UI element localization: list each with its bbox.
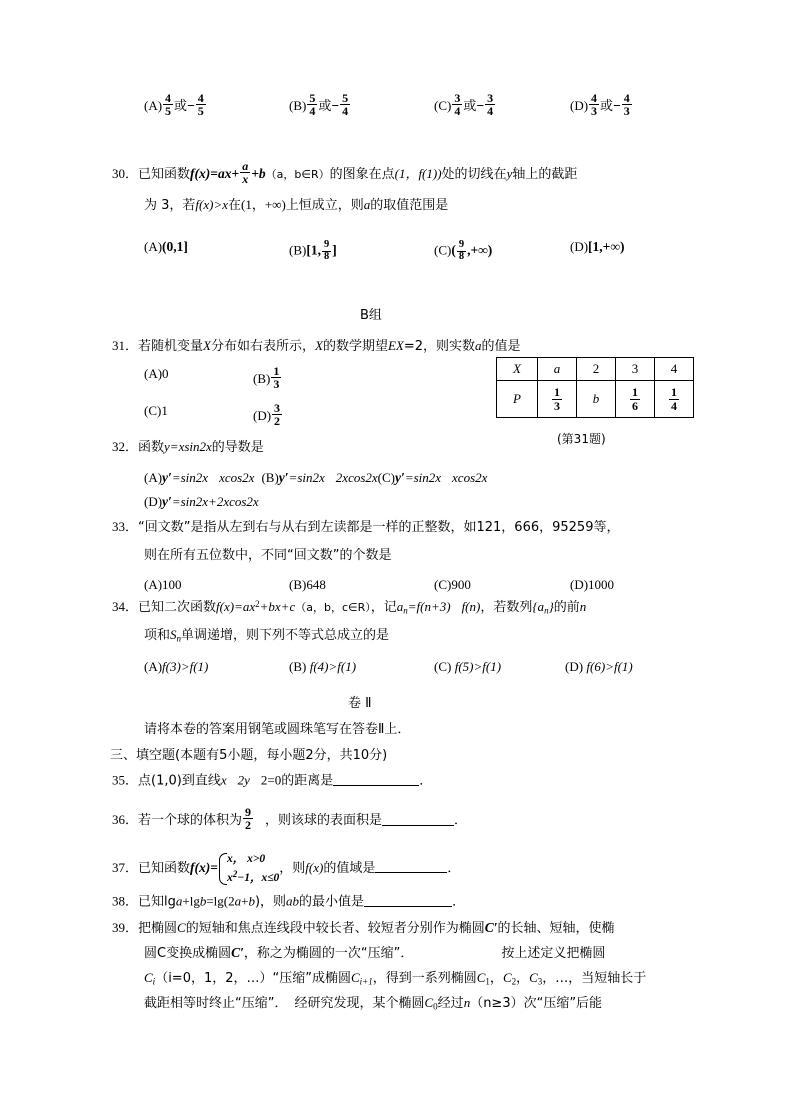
q31-stem-text-3: 的数学期望 bbox=[322, 339, 388, 354]
q34-stem-text-6: 单调递增，则下列不等式总成立的是 bbox=[181, 628, 390, 643]
q31-option-c-text: 1 bbox=[161, 403, 168, 418]
section-three-heading-text: 三、填空题(本题有5小题，每小题2分，共10分) bbox=[110, 748, 388, 763]
q32-option-d-label: (D) bbox=[144, 494, 163, 509]
q37-case-2-exponent: 2 bbox=[232, 868, 238, 879]
q37-case-2-rest: −1，x≤0 bbox=[237, 871, 280, 884]
q35-stem-text-1: 点(1,0)到直线 bbox=[138, 773, 221, 789]
q36-number: 36． bbox=[112, 812, 139, 828]
q29-option-a-sign: − bbox=[187, 98, 195, 114]
group-b-title bbox=[360, 308, 382, 322]
q38-answer-blank[interactable] bbox=[364, 893, 452, 907]
q39-stem-text-4: 圆C变换成椭圆 bbox=[144, 946, 232, 961]
paper2-instruction-text: 请将本卷的答案用钢笔或圆珠笔写在答卷Ⅱ上． bbox=[144, 722, 411, 737]
q29-option-d-numerator: 4 bbox=[591, 91, 598, 105]
q30-stem-text-1: 已知函数 bbox=[138, 167, 191, 183]
q30-option-c-numerator: 9 bbox=[458, 239, 465, 250]
q31-option-b-numerator: 1 bbox=[273, 364, 280, 378]
table-prob-label: P bbox=[513, 391, 521, 406]
q30-option-b-label: (B) bbox=[289, 242, 307, 258]
q32-options-line-1 bbox=[144, 471, 487, 485]
q29-option-c-denominator-2: 4 bbox=[487, 104, 494, 119]
q29-option-c-denominator: 4 bbox=[454, 104, 461, 119]
q34-an-expr-rest: f(n) bbox=[461, 599, 481, 615]
q38-var-a-1: a bbox=[175, 893, 183, 909]
q29-option-d[interactable] bbox=[570, 92, 633, 117]
q34-function: f(x)=ax bbox=[216, 599, 256, 615]
q32-stem-text-2: 的导数是 bbox=[211, 440, 264, 455]
q29-option-b-label: (B) bbox=[289, 98, 307, 114]
q34-an-expr: =f(n+3) bbox=[407, 599, 451, 615]
q39-ellipse-c0-subscript: 0 bbox=[433, 1001, 438, 1012]
q39-ellipse-c3-subscript: 3 bbox=[537, 976, 543, 987]
q38-stem-text-5: )，则 bbox=[254, 894, 287, 910]
q29-option-b-denominator: 4 bbox=[309, 104, 316, 119]
q30-stem-line-1 bbox=[112, 160, 577, 185]
table-header-4: 4 bbox=[670, 361, 678, 376]
q32-option-a[interactable] bbox=[144, 470, 254, 485]
q34-sum-s: S bbox=[170, 627, 177, 642]
q37-answer-blank[interactable] bbox=[375, 860, 447, 874]
q37-stem-text-1: 已知函数 bbox=[138, 861, 191, 877]
q30-y-axis: y bbox=[506, 166, 513, 182]
q29-option-a[interactable] bbox=[144, 92, 207, 117]
q34-option-a[interactable] bbox=[144, 660, 208, 674]
q31-option-d-denominator: 2 bbox=[274, 414, 281, 429]
q39-stem-text-13: （n≥3）次“压缩”后能 bbox=[470, 996, 603, 1011]
q35-stem-text-2: 的距离是 bbox=[281, 773, 334, 789]
q33-option-b-label: (B) bbox=[289, 577, 307, 592]
q30-ax-term: ax bbox=[217, 166, 232, 182]
q33-stem-line-1 bbox=[112, 520, 619, 534]
q34-option-c-label: (C) bbox=[434, 659, 452, 674]
q33-option-d-text: 1000 bbox=[588, 577, 615, 592]
q34-condition: （a，b，c∈R） bbox=[295, 601, 371, 615]
q32-function: y=xsin2x bbox=[164, 439, 212, 454]
q36-period: ． bbox=[454, 813, 468, 829]
q30-number: 30． bbox=[112, 166, 139, 182]
q31-option-c-label: (C) bbox=[144, 403, 162, 418]
q34-sum-subscript: n bbox=[176, 633, 182, 644]
q38-var-b-1: b bbox=[199, 893, 207, 909]
q37-fx-2: f(x) bbox=[305, 860, 324, 876]
q33-option-c-label: (C) bbox=[434, 577, 452, 592]
q30-fraction-numerator: a bbox=[242, 159, 249, 173]
table-row bbox=[497, 358, 694, 381]
q32-option-b[interactable] bbox=[261, 470, 377, 485]
q29-option-c-sign: − bbox=[476, 98, 485, 114]
q33-stem-line-2 bbox=[144, 548, 391, 562]
q30-param-a: a bbox=[363, 197, 371, 212]
q39-ellipse-ci-subscript: i bbox=[152, 976, 156, 987]
q33-stem-text-1: “回文数”是指从左到右与从右到左读都是一样的正整数，如121，666，95259等， bbox=[138, 520, 620, 535]
q33-option-a-label: (A) bbox=[144, 577, 163, 592]
q29-option-c-numerator-2: 3 bbox=[487, 91, 494, 105]
table-cell-prob-2: b bbox=[592, 391, 600, 406]
q34-stem-line-1 bbox=[112, 600, 586, 616]
q32-option-c-yprime: y′ bbox=[395, 470, 405, 485]
q37-fx: f(x) bbox=[190, 860, 211, 876]
q29-option-d-sign: − bbox=[613, 98, 621, 114]
q34-option-b-label: (B) bbox=[289, 659, 307, 674]
q34-function-rest: +bx+c bbox=[259, 599, 296, 615]
q30-plus-b: +b bbox=[251, 166, 266, 182]
q39-stem-text-1: 把椭圆 bbox=[138, 921, 178, 936]
q32-number: 32． bbox=[112, 439, 139, 454]
q32-option-b-expr: =sin2x bbox=[288, 470, 325, 485]
q29-option-c-label: (C) bbox=[434, 98, 452, 114]
q29-option-b-joiner: 或 bbox=[318, 99, 332, 115]
q30-stem-text-6: 在 bbox=[228, 198, 242, 213]
q39-stem-text-3: 的长轴、短轴，使椭 bbox=[497, 921, 615, 936]
q33-option-a[interactable] bbox=[144, 578, 182, 592]
q29-option-d-denominator-2: 3 bbox=[623, 104, 630, 119]
q38-stem-text-1: 已知lg bbox=[138, 894, 176, 910]
q34-stem-line-2 bbox=[144, 628, 389, 644]
q39-ellipse-c2: C bbox=[502, 970, 512, 985]
q33-option-d[interactable] bbox=[570, 578, 614, 592]
table-header-x: X bbox=[513, 361, 521, 376]
q37-case-2-x: x bbox=[226, 871, 233, 884]
q38-stem-text-4: + bbox=[241, 893, 249, 909]
q34-stem-text-2: ，记 bbox=[370, 600, 397, 616]
q39-stem-text-11: 经研究发现，某个椭圆 bbox=[294, 996, 425, 1011]
q34-option-c[interactable] bbox=[434, 660, 501, 674]
q34-option-d[interactable] bbox=[565, 660, 633, 674]
table-cell-prob-4-den: 4 bbox=[671, 398, 677, 413]
q30-option-b-suffix: ] bbox=[332, 242, 337, 258]
q39-stem-line-3 bbox=[144, 971, 646, 987]
q35-term-2y: 2y bbox=[237, 772, 250, 788]
q29-option-a-joiner: 或 bbox=[174, 99, 188, 115]
paper2-title bbox=[348, 696, 372, 710]
q31-number: 31． bbox=[112, 338, 139, 353]
q30-stem-text-8: 的取值范围是 bbox=[370, 198, 449, 213]
q36-answer-blank[interactable] bbox=[382, 812, 454, 826]
q32-option-b-yprime: y′ bbox=[278, 470, 289, 485]
q34-option-c-text: f(5)>f(1) bbox=[454, 659, 502, 674]
q30-option-c[interactable] bbox=[434, 240, 492, 262]
q30-option-a[interactable] bbox=[144, 240, 188, 254]
q30-stem-text-3: 处的切线在 bbox=[441, 167, 507, 183]
q32-option-d-yprime: y′ bbox=[162, 494, 172, 509]
q39-ellipse-ci: C bbox=[144, 970, 153, 985]
q39-stem-text-6: 按上述定义把椭圆 bbox=[501, 946, 606, 961]
q30-option-a-label: (A) bbox=[144, 239, 163, 254]
q39-variable-n: n bbox=[463, 995, 471, 1010]
q29-option-b-denominator-2: 4 bbox=[342, 104, 349, 119]
q29-option-b-numerator-2: 5 bbox=[342, 91, 349, 105]
q35-stem bbox=[112, 772, 432, 787]
q30-stem-line-2 bbox=[144, 198, 448, 212]
table-cell-prob-3-num: 1 bbox=[632, 385, 638, 400]
q30-equals: = bbox=[210, 166, 218, 182]
q34-exponent: 2 bbox=[255, 599, 260, 609]
q37-piecewise bbox=[218, 852, 279, 886]
q38-number: 38． bbox=[112, 893, 139, 909]
q31-stem-text-1: 若随机变量 bbox=[138, 339, 204, 354]
q36-stem bbox=[112, 806, 467, 831]
q38-var-b-2: b bbox=[248, 893, 255, 909]
q34-an: a bbox=[396, 599, 404, 615]
table-cell-prob-4-num: 1 bbox=[671, 385, 677, 400]
q30-option-c-suffix: ,+∞) bbox=[467, 242, 493, 258]
q34-an-subscript: n bbox=[403, 605, 408, 616]
q33-option-d-label: (D) bbox=[570, 577, 589, 592]
q37-period: ． bbox=[447, 861, 461, 877]
q31-variable-x-2: X bbox=[315, 338, 323, 353]
q30-stem-text-2: 的图象在点 bbox=[329, 167, 395, 183]
q29-option-b-sign: − bbox=[331, 98, 340, 114]
q39-ellipse-c2-subscript: 2 bbox=[511, 976, 517, 987]
q29-option-d-joiner: 或 bbox=[600, 99, 614, 115]
q31-option-d-label: (D) bbox=[253, 408, 272, 424]
table-header-a: a bbox=[553, 361, 561, 376]
q39-stem-text-5: ，称之为椭圆的一次“压缩”． bbox=[243, 946, 414, 961]
q34-n: n bbox=[579, 599, 587, 615]
q35-term-constant: 2=0 bbox=[260, 772, 282, 788]
q35-number: 35． bbox=[112, 772, 139, 788]
q32-option-d[interactable] bbox=[144, 495, 259, 509]
q30-stem-text-4: 轴上的截距 bbox=[512, 167, 578, 183]
q31-param-a: a bbox=[475, 338, 482, 353]
q37-stem bbox=[112, 852, 460, 886]
q37-stem-text-2: ，则 bbox=[279, 861, 306, 877]
q29-option-c-joiner: 或 bbox=[463, 99, 477, 115]
q32-option-b-label: (B) bbox=[261, 470, 279, 485]
q29-option-d-label: (D) bbox=[570, 98, 589, 114]
q38-stem-text-6: 的最小值是 bbox=[299, 894, 365, 910]
q32-option-c-rest: xcos2x bbox=[452, 470, 488, 485]
q32-stem-text-1: 函数 bbox=[138, 440, 165, 455]
q39-comma-2: ， bbox=[516, 971, 530, 986]
q34-option-d-label: (D) bbox=[565, 659, 584, 674]
q30-option-b-denominator: 8 bbox=[323, 250, 330, 262]
q34-number: 34． bbox=[112, 599, 139, 615]
q35-answer-blank[interactable] bbox=[333, 772, 419, 786]
q29-option-a-denominator-2: 5 bbox=[197, 104, 204, 119]
q39-number: 39． bbox=[112, 920, 139, 935]
q37-number: 37． bbox=[112, 860, 139, 876]
q34-stem-text-5: 项和 bbox=[144, 628, 171, 643]
q35-period: ． bbox=[419, 773, 433, 789]
q30-option-c-denominator: 8 bbox=[458, 250, 465, 262]
q32-option-d-expr: =sin2x+2xcos2x bbox=[171, 494, 259, 509]
q34-sequence: {a bbox=[532, 599, 545, 615]
q34-sequence-close: } bbox=[548, 599, 554, 615]
q32-option-c-label: (C) bbox=[377, 470, 396, 485]
paper2-instruction bbox=[144, 722, 410, 736]
q37-equals: = bbox=[210, 860, 218, 876]
q34-option-d-text: f(6)>f(1) bbox=[586, 659, 633, 674]
q31-option-d-numerator: 3 bbox=[274, 401, 281, 415]
q33-option-c[interactable] bbox=[434, 578, 471, 592]
q30-point: (1，f(1)) bbox=[394, 166, 442, 182]
q39-ellipse-c1: C bbox=[476, 970, 486, 985]
q31-stem-text-4: =2，则实数 bbox=[403, 339, 476, 354]
q30-option-d-text: [1,+∞) bbox=[588, 239, 625, 254]
q38-stem bbox=[112, 893, 465, 908]
q38-product-ab: ab bbox=[286, 893, 300, 909]
q36-stem-text-2: ，则该球的表面积是 bbox=[265, 813, 383, 829]
q36-volume-denominator: 2 bbox=[245, 818, 252, 833]
q35-variable-x: x bbox=[220, 772, 227, 788]
q31-option-b-label: (B) bbox=[253, 371, 271, 387]
q39-stem-text-8: ，得到一系列椭圆 bbox=[372, 971, 477, 986]
q34-option-b-text: f(4)>f(1) bbox=[309, 659, 357, 674]
q29-option-d-numerator-2: 4 bbox=[623, 91, 630, 105]
q30-option-c-label: (C) bbox=[434, 242, 452, 258]
q30-condition: （a，b∈R） bbox=[265, 168, 330, 182]
q32-option-c-expr: =sin2x bbox=[404, 470, 442, 485]
table-cell-prob-1-den: 3 bbox=[554, 398, 560, 413]
q38-var-a-2: a bbox=[234, 893, 242, 909]
q39-ellipse-c-prime: C′ bbox=[484, 920, 498, 935]
q32-option-a-rest: xcos2x bbox=[219, 470, 255, 485]
q30-option-d-label: (D) bbox=[570, 239, 589, 254]
q32-option-b-rest: 2xcos2x bbox=[335, 470, 378, 485]
q34-sequence-subscript: n bbox=[544, 605, 549, 616]
q29-option-a-label: (A) bbox=[144, 98, 163, 114]
q34-stem-text-1: 已知二次函数 bbox=[138, 600, 217, 616]
q34-option-b[interactable] bbox=[289, 660, 356, 674]
q39-stem-line-1 bbox=[112, 921, 615, 935]
q34-option-a-text: f(3)>f(1) bbox=[162, 659, 209, 674]
q37-case-2 bbox=[227, 868, 279, 887]
q29-option-b-numerator: 5 bbox=[309, 91, 316, 105]
q30-fx: f(x) bbox=[190, 166, 211, 182]
q33-number: 33． bbox=[112, 519, 139, 534]
q39-stem-line-4 bbox=[144, 996, 602, 1012]
q38-period: ． bbox=[452, 894, 466, 910]
q31-variable-x: X bbox=[203, 338, 211, 353]
q33-stem-text-2: 则在所有五位数中，不同“回文数”的个数是 bbox=[144, 548, 392, 563]
q36-stem-text-1: 若一个球的体积为 bbox=[138, 813, 243, 829]
q39-stem-text-2: 的短轴和焦点连线段中较长者、较短者分别作为椭圆 bbox=[185, 921, 485, 936]
q39-stem-text-10: 截距相等时终止“压缩”． bbox=[144, 996, 288, 1011]
q31-expectation: EX bbox=[387, 338, 404, 353]
q31-option-a-label: (A) bbox=[144, 366, 163, 381]
q30-option-a-text: (0,1] bbox=[162, 239, 188, 254]
q30-option-c-prefix: ( bbox=[451, 242, 456, 258]
q30-interval: (1，+∞) bbox=[241, 197, 286, 212]
q33-option-b-text: 648 bbox=[306, 577, 326, 592]
q31-option-a-text: 0 bbox=[162, 366, 169, 381]
q39-stem-line-2 bbox=[144, 946, 605, 960]
q30-stem-text-5: 为 3，若 bbox=[144, 198, 196, 213]
q37-stem-text-3: 的值域是 bbox=[323, 861, 376, 877]
q29-option-d-denominator: 3 bbox=[591, 104, 598, 119]
group-b-title-text: B组 bbox=[360, 308, 382, 323]
q29-option-c[interactable] bbox=[434, 92, 496, 117]
q29-option-b[interactable] bbox=[289, 92, 351, 117]
q39-stem-text-9: ，…，当短轴长于 bbox=[542, 971, 647, 986]
q31-option-c[interactable] bbox=[144, 404, 168, 418]
q31-table-caption: (第31题) bbox=[557, 432, 606, 446]
q30-plus: + bbox=[231, 166, 240, 182]
q39-ellipse-c3: C bbox=[529, 970, 538, 985]
q31-stem-text-5: 的值是 bbox=[481, 339, 521, 354]
q30-option-b[interactable] bbox=[289, 240, 337, 262]
section-three-heading bbox=[110, 748, 387, 762]
q33-option-a-text: 100 bbox=[162, 577, 182, 592]
q29-option-a-numerator: 4 bbox=[165, 91, 172, 105]
q39-ellipse-c: C bbox=[177, 920, 186, 935]
q39-ellipse-ci1: C bbox=[350, 970, 360, 985]
table-row bbox=[497, 381, 694, 418]
q30-option-b-numerator: 9 bbox=[323, 239, 330, 250]
q29-option-a-numerator-2: 4 bbox=[197, 91, 204, 105]
table-cell-prob-1-num: 1 bbox=[554, 385, 560, 400]
q38-stem-text-3: =lg(2 bbox=[206, 893, 235, 909]
table-header-2: 2 bbox=[592, 361, 600, 376]
q32-option-c[interactable] bbox=[378, 470, 488, 485]
q39-ellipse-c-prime-2: C′ bbox=[231, 945, 244, 960]
q38-stem-text-2: +lg bbox=[182, 893, 200, 909]
q39-stem-text-7: （i=0，1，2，…）“压缩”成椭圆 bbox=[155, 971, 351, 986]
q29-option-c-numerator: 3 bbox=[454, 91, 461, 105]
q32-option-a-label: (A) bbox=[144, 470, 163, 485]
q39-ellipse-c0: C bbox=[424, 995, 434, 1010]
q30-fraction-denominator: x bbox=[242, 172, 249, 187]
q31-distribution-table bbox=[496, 357, 694, 418]
q31-stem bbox=[112, 339, 521, 353]
q32-option-a-yprime: y′ bbox=[162, 470, 172, 485]
q34-option-a-label: (A) bbox=[144, 659, 163, 674]
q29-option-a-denominator: 5 bbox=[165, 104, 172, 119]
q31-option-b[interactable] bbox=[253, 365, 282, 390]
q39-stem-text-12: 经过 bbox=[437, 996, 464, 1011]
q33-option-c-text: 900 bbox=[451, 577, 471, 592]
q32-stem bbox=[112, 440, 264, 454]
q39-ellipse-c1-subscript: 1 bbox=[485, 976, 490, 987]
q30-stem-text-7: 上恒成立，则 bbox=[285, 198, 364, 213]
q30-option-d[interactable] bbox=[570, 240, 624, 254]
q30-option-b-prefix: [1, bbox=[306, 242, 321, 258]
q39-ellipse-ci1-subscript: i+1 bbox=[359, 976, 373, 987]
q39-comma-1: ， bbox=[489, 971, 503, 986]
q37-case-1: x， x>0 bbox=[226, 853, 266, 865]
q31-option-d[interactable] bbox=[253, 402, 283, 427]
q33-option-b[interactable] bbox=[289, 578, 326, 592]
q34-stem-text-3: ，若数列 bbox=[480, 600, 533, 616]
q36-volume-numerator: 9 bbox=[245, 805, 252, 819]
q31-stem-text-2: 分布如右表所示， bbox=[210, 339, 315, 354]
paper2-title-text: 卷 Ⅱ bbox=[348, 696, 372, 711]
q30-inequality: f(x)>x bbox=[195, 197, 228, 212]
q31-option-a[interactable] bbox=[144, 367, 169, 381]
q32-option-a-expr: =sin2x bbox=[171, 470, 209, 485]
q34-stem-text-4: 的前 bbox=[553, 600, 580, 616]
q31-option-b-denominator: 3 bbox=[273, 377, 280, 392]
table-header-3: 3 bbox=[631, 361, 639, 376]
table-cell-prob-3-den: 6 bbox=[632, 398, 638, 413]
